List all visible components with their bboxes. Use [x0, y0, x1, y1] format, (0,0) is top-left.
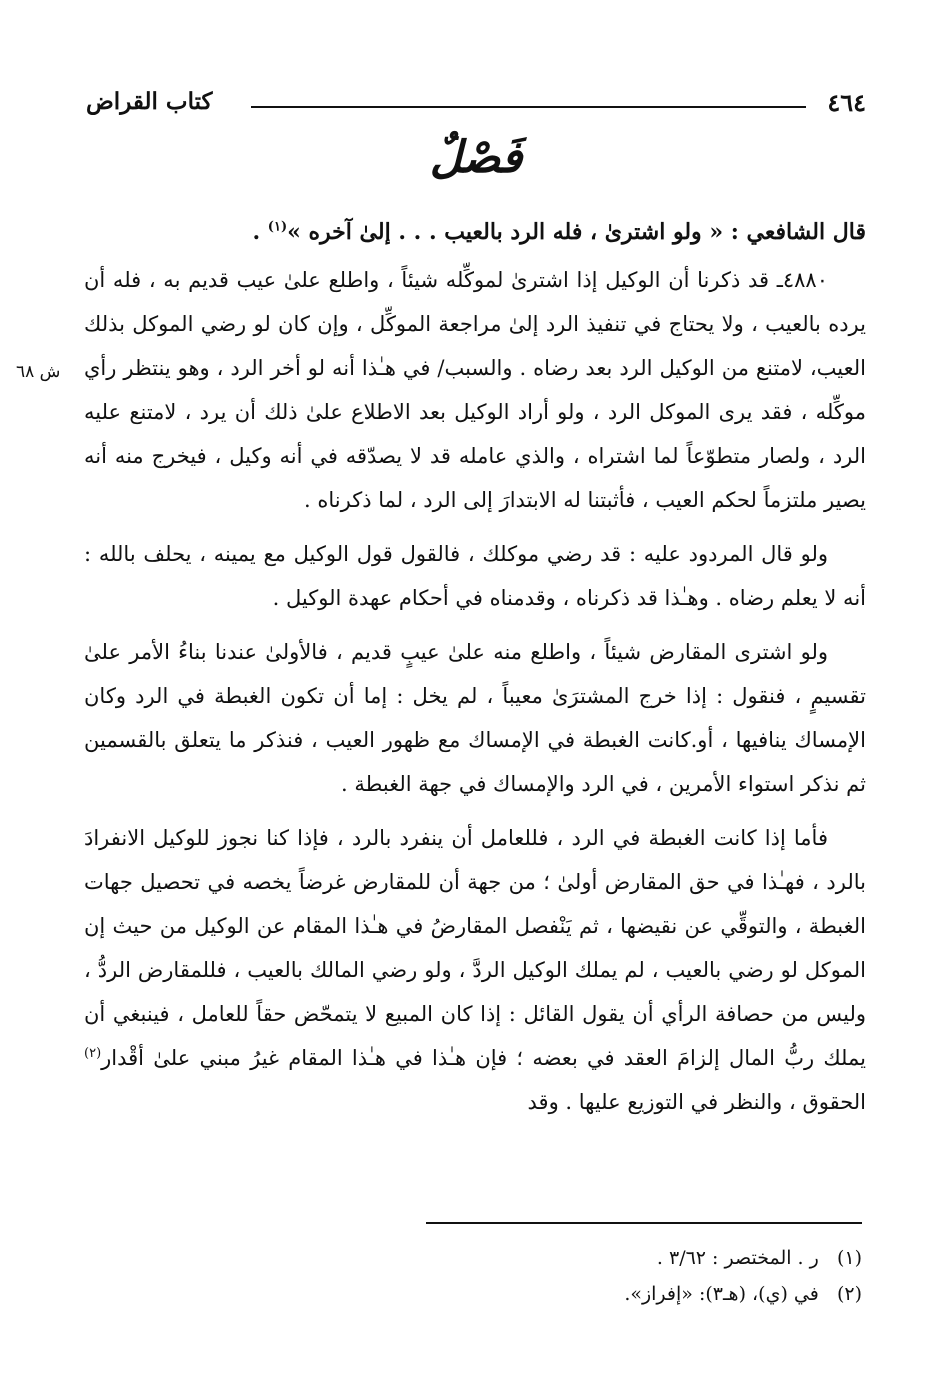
paragraph-4880: ٤٨٨٠ـ قد ذكرنا أن الوكيل إذا اشترىٰ لموكِّله شيئاً ، واطلع علىٰ عيب قديم به ، فله أن يرده بالعيب ، ولا يحتاج في تنفيذ الرد إلىٰ مراجعة الموكِّل ، وإن كان لو رضي الموكل بذلك العيب، لامتنع من الوكيل الرد بعد رضاه . والسبب/ في هـٰذا أنه لو أخر الرد ، وهو ينتظر رأي موكِّله ، فقد يرى الموكل الرد ، ولو أراد الوكيل بعد الاطلاع علىٰ ذلك أن يرد ، لامتنع عليه الرد ، ولصار متطوّعاً لما اشتراه ، والذي عامله قد لا يصدّقه في أنه وكيل ، فيخرج منه أنه يصير ملتزماً لحكم العيب ، فأثبتنا له الابتدارَ إلى الرد ، لما ذكرناه .	[84, 268, 866, 512]
paragraph-oath: ولو قال المردود عليه : قد رضي موكلك ، فالقول قول الوكيل مع يمينه ، يحلف بالله : أنه لا يعلم رضاه . وهـٰذا قد ذكرناه ، وقدمناه في أحكام عهدة الوكيل .	[84, 542, 866, 610]
footnote-1	[90, 1240, 862, 1276]
heading-text: قال الشافعي : « ولو اشترىٰ ، فله الرد بالعيب . . . إلىٰ آخره »	[287, 219, 866, 245]
header-rule	[251, 106, 806, 108]
paragraph-ghibta-radd	[84, 816, 866, 1124]
para4-text-b: الحقوق ، والنظر في التوزيع عليها . وقد	[527, 1090, 866, 1114]
quoted-heading	[84, 210, 866, 254]
page-header	[86, 86, 866, 122]
page-number: ٤٦٤	[827, 88, 866, 117]
footnote-ref-2: (٢)	[84, 1046, 102, 1061]
footnote-text: ر . المختصر : ٣/٦٢ .	[656, 1247, 819, 1269]
heading-end: .	[252, 219, 268, 245]
paragraph-muqarid-defect: ولو اشترى المقارض شيئاً ، واطلع منه علىٰ عيبٍ قديم ، فالأولىٰ عندنا بناءُ الأمر علىٰ تقسيمٍ ، فنقول : إذا خرج المشترَىٰ معيباً ، لم يخل : إما أن تكون الغبطة في الرد وكان الإمساك ينافيها ، أو.كانت الغبطة في الإمساك مع ظهور العيب ، فنذكر ما يتعلق بالقسمين ثم نذكر استواء الأمرين ، في الرد والإمساك في جهة الغبطة .	[84, 640, 866, 796]
running-title: كتاب القراض	[86, 88, 213, 115]
footnote-ref-1: (١)	[267, 219, 288, 235]
footnote-rule	[426, 1222, 862, 1224]
footnote-number: (٢)	[836, 1283, 862, 1305]
footnote-2	[90, 1276, 862, 1312]
section-title: فَصْلٌ	[429, 132, 523, 183]
footnote-number: (١)	[836, 1247, 862, 1269]
margin-manuscript-ref: ش ٦٨	[16, 362, 61, 382]
footnotes	[90, 1240, 862, 1312]
section-ornament	[0, 132, 952, 183]
main-text	[84, 210, 866, 1124]
footnote-text: في (ي)، (هـ٣): «إفراز».	[624, 1283, 819, 1305]
para4-text-a: فأما إذا كانت الغبطة في الرد ، فللعامل أن ينفرد بالرد ، فإذا كنا نجوز للوكيل الانفرادَ بالرد ، فهـٰذا في حق المقارض أولىٰ ؛ من جهة أن للمقارض غرضاً يخصه في تحصيل جهات الغبطة ، والتوقِّي عن نقيضها ، ثم يَنْفصل المقارضُ في هـٰذا المقام عن الوكيل من حيث إن الموكل لو رضي بالعيب ، لم يملك الوكيل الردَّ ، ولو رضي المالك بالعيب ، فللمقارض الردُّ ، وليس من حصافة الرأي أن يقول القائل : إذا كان المبيع لا يتمحّض حقاً للعامل ، فينبغي أن يملك ربُّ المال إلزامَ العقد في بعضه ؛ فإن هـٰذا في هـٰذا المقام غيرُ مبني علىٰ أقْدار	[84, 826, 866, 1070]
